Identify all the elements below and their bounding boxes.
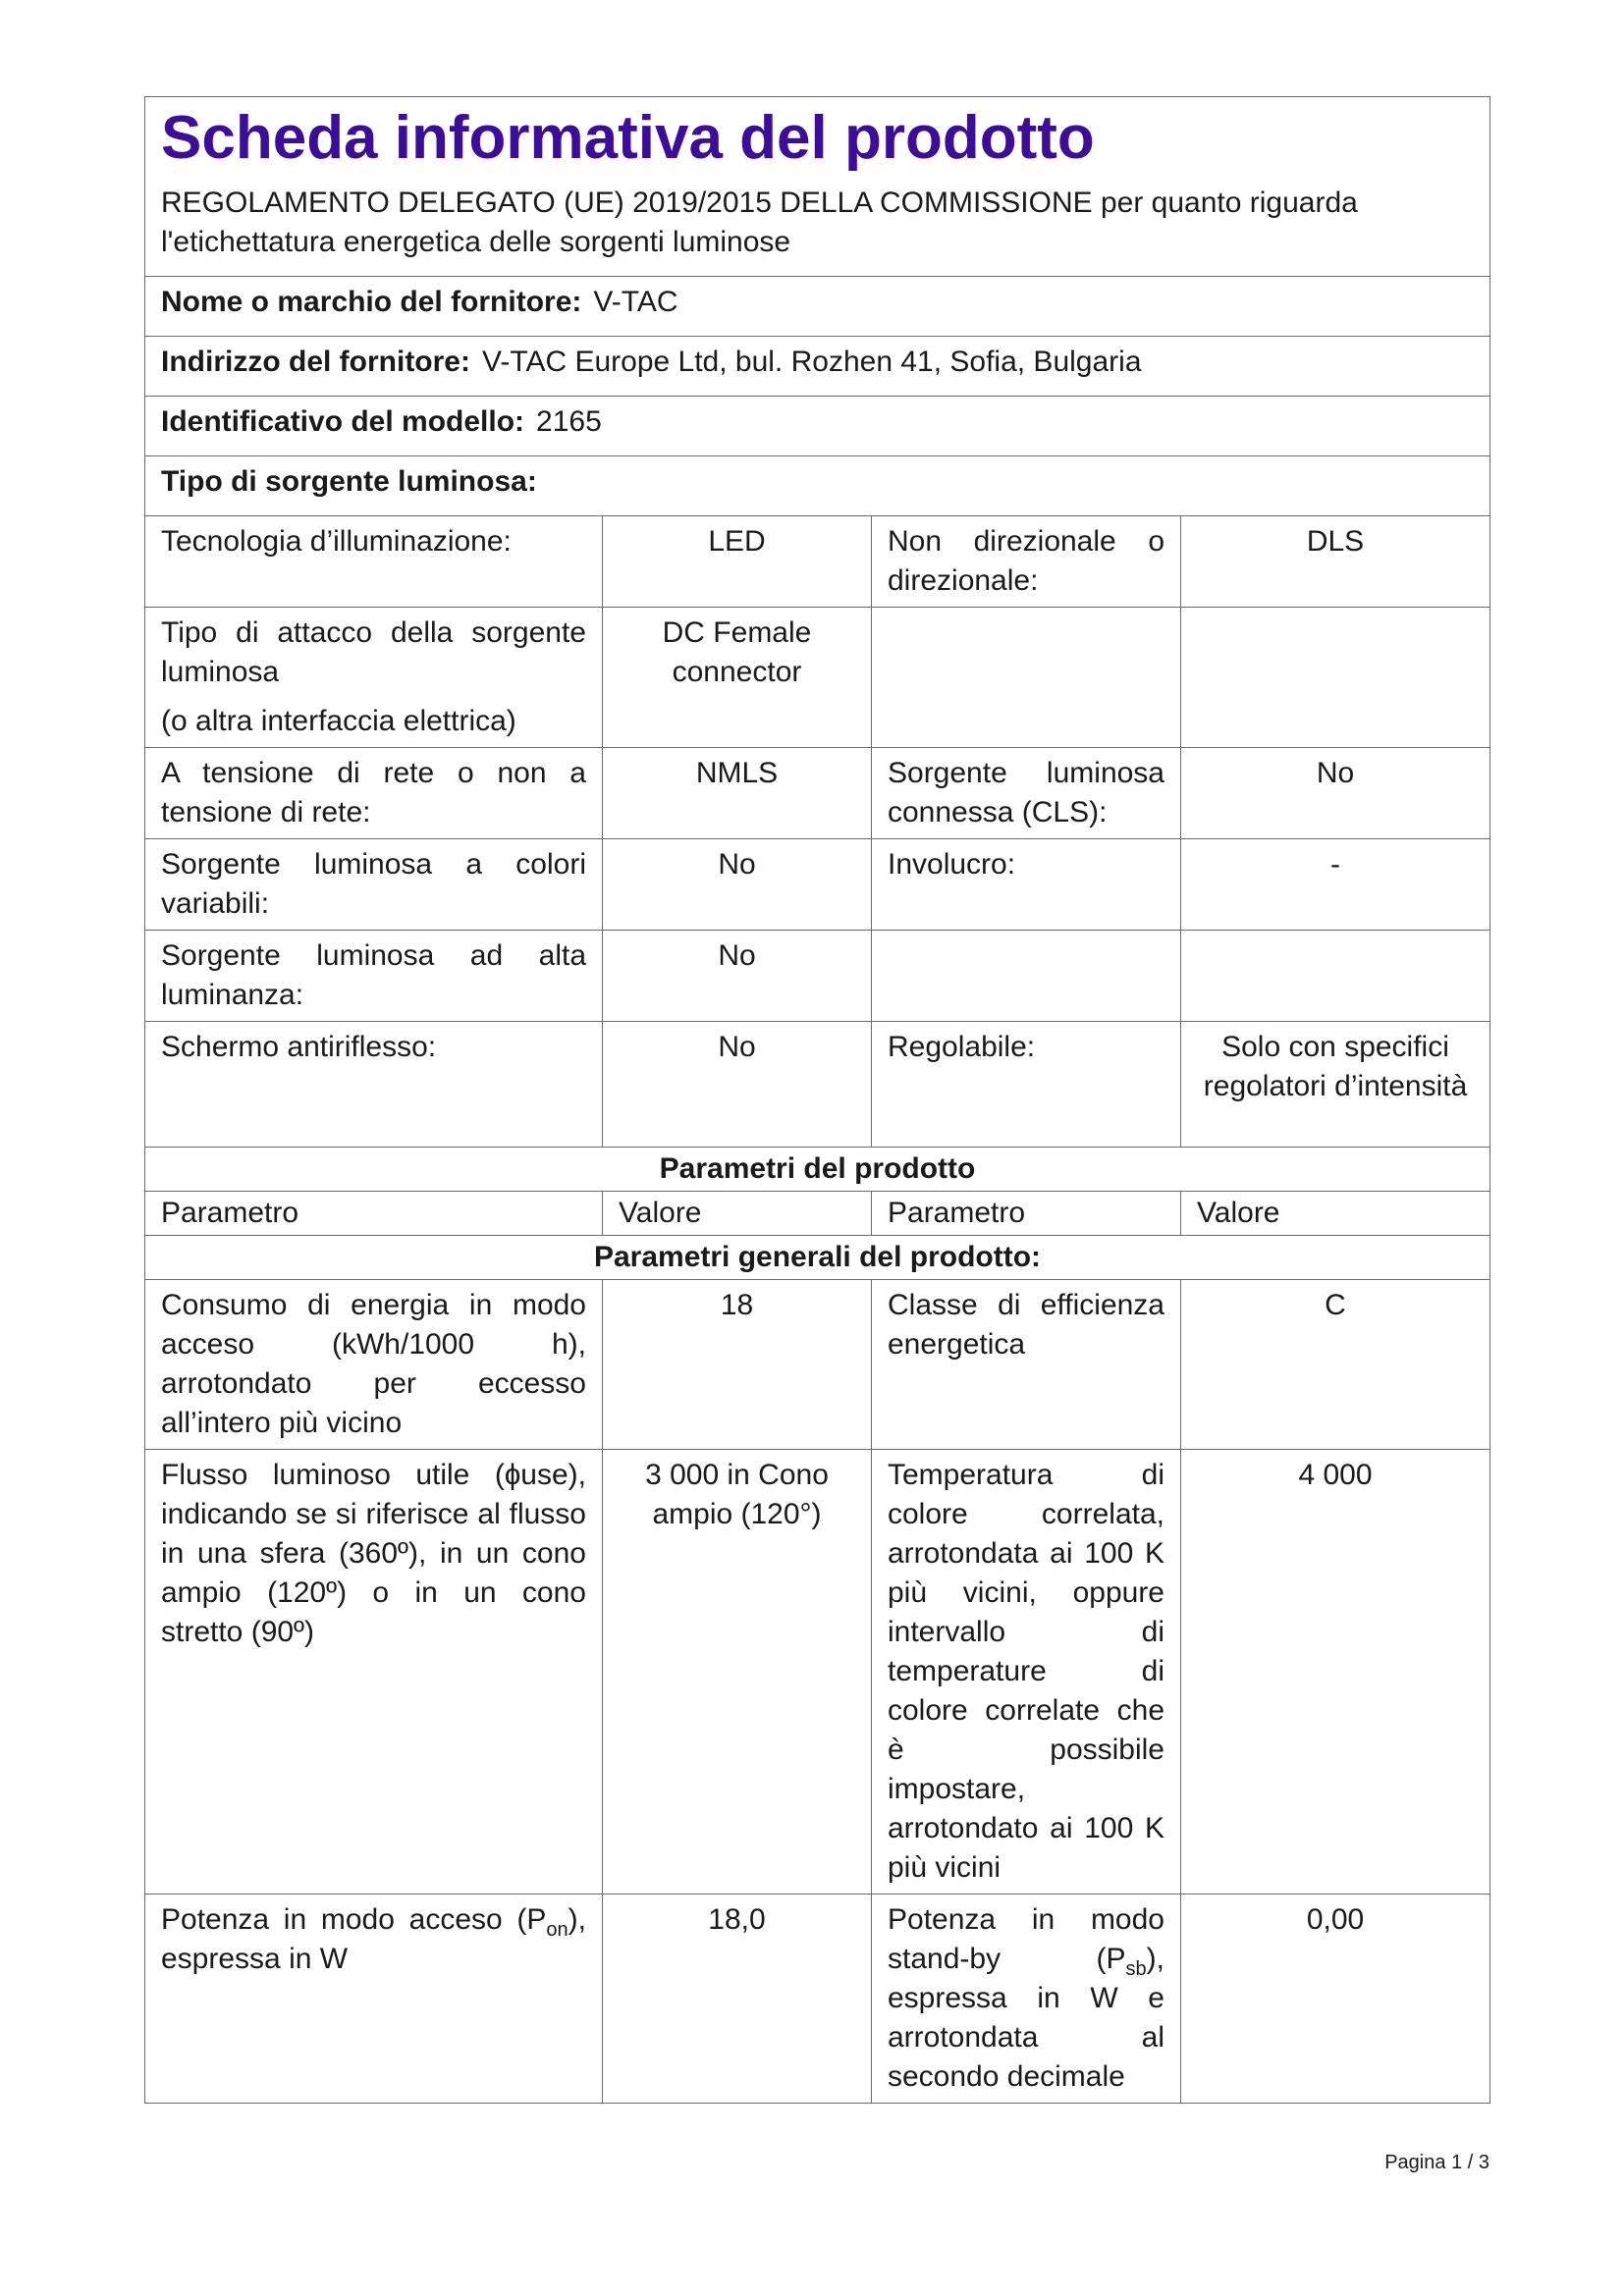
parameters-heading: Parametri del prodotto xyxy=(145,1148,1490,1192)
model-id-label: Identificativo del modello: xyxy=(161,405,525,438)
param-value: DC Female connector xyxy=(603,608,872,748)
param-value: 18 xyxy=(603,1280,872,1450)
column-header-param: Parametro xyxy=(145,1192,603,1236)
param-label: Regolabile: xyxy=(872,1022,1181,1148)
param-value: 18,0 xyxy=(603,1895,872,2104)
param-value: Solo con specifici regolatori d’intensità xyxy=(1181,1022,1490,1148)
param-label xyxy=(872,931,1181,1022)
page-separator: / xyxy=(1467,2152,1474,2173)
param-value: LED xyxy=(603,516,872,608)
param-label: Flusso luminoso utile (ɸuse), indicando se si riferisce al flusso in una sfera (360º), in un cono ampio (120º) o in un cono stretto (90º) xyxy=(145,1450,603,1895)
column-header-value: Valore xyxy=(603,1192,872,1236)
supplier-name-value: V-TAC xyxy=(593,286,678,318)
supplier-address-cell xyxy=(145,337,1490,397)
param-value: No xyxy=(603,839,872,931)
general-parameters-heading-row xyxy=(145,1236,1490,1280)
model-id-cell xyxy=(145,397,1490,456)
param-value: C xyxy=(1181,1280,1490,1450)
table-row xyxy=(145,1022,1490,1148)
page-total: 3 xyxy=(1478,2152,1489,2173)
param-value: No xyxy=(603,1022,872,1148)
param-value xyxy=(1181,931,1490,1022)
param-value: DLS xyxy=(1181,516,1490,608)
param-label: Involucro: xyxy=(872,839,1181,931)
param-label-cell xyxy=(145,608,603,748)
param-value: 4 000 xyxy=(1181,1450,1490,1895)
title-row xyxy=(145,97,1490,277)
page-current: 1 xyxy=(1451,2152,1463,2173)
param-value: No xyxy=(603,931,872,1022)
param-value: 3 000 in Cono ampio (120°) xyxy=(603,1450,872,1895)
table-row xyxy=(145,1450,1490,1895)
param-label: Non direzionale o direzionale: xyxy=(872,516,1181,608)
supplier-name-cell xyxy=(145,277,1490,337)
column-header-value: Valore xyxy=(1181,1192,1490,1236)
param-value: 0,00 xyxy=(1181,1895,1490,2104)
model-id-row xyxy=(145,397,1490,456)
supplier-address-row xyxy=(145,337,1490,397)
param-label: Sorgente luminosa ad alta luminanza: xyxy=(145,931,603,1022)
table-row xyxy=(145,839,1490,931)
param-value: NMLS xyxy=(603,748,872,839)
light-source-heading: Tipo di sorgente luminosa: xyxy=(145,456,1490,516)
table-row xyxy=(145,608,1490,748)
param-label: Classe di efficienza energetica xyxy=(872,1280,1181,1450)
param-label: Schermo antiriflesso: xyxy=(145,1022,603,1148)
page-number xyxy=(1384,2152,1489,2174)
supplier-name-row xyxy=(145,277,1490,337)
param-label: Tipo di attacco della sorgente luminosa xyxy=(161,616,586,688)
param-label: Consumo di energia in modo acceso (kWh/1000 h), arrotondato per eccesso all’intero più vicino xyxy=(145,1280,603,1450)
supplier-name-label: Nome o marchio del fornitore: xyxy=(161,286,582,318)
param-label-cell xyxy=(145,1895,603,2104)
title-cell xyxy=(145,97,1490,277)
product-info-sheet xyxy=(144,96,1490,2104)
table-row xyxy=(145,1895,1490,2104)
param-label-cell xyxy=(872,1895,1181,2104)
general-parameters-heading: Parametri generali del prodotto: xyxy=(145,1236,1490,1280)
model-id-value: 2165 xyxy=(536,405,602,438)
param-label: Sorgente luminosa connessa (CLS): xyxy=(872,748,1181,839)
table-row xyxy=(145,1280,1490,1450)
page-title: Scheda informativa del prodotto xyxy=(161,104,1095,172)
power-on-label-sub: on xyxy=(546,1919,568,1941)
param-value xyxy=(1181,608,1490,748)
column-header-row xyxy=(145,1192,1490,1236)
param-label xyxy=(872,608,1181,748)
param-label: Temperatura di colore correlata, arrotondata ai 100 K più vicini, oppure intervallo di temperature di colore correlate che è possibile impostare, arrotondato ai 100 K più vicini xyxy=(872,1450,1181,1895)
power-on-label-post: ), espressa in W xyxy=(161,1903,586,1975)
column-header-param: Parametro xyxy=(872,1192,1181,1236)
table-row xyxy=(145,516,1490,608)
param-label: Sorgente luminosa a colori variabili: xyxy=(145,839,603,931)
parameters-heading-row xyxy=(145,1148,1490,1192)
page-word: Pagina xyxy=(1384,2152,1446,2173)
power-on-label-pre: Potenza in modo acceso (P xyxy=(161,1903,547,1936)
param-value: - xyxy=(1181,839,1490,931)
supplier-address-value: V-TAC Europe Ltd, bul. Rozhen 41, Sofia, Bulgaria xyxy=(482,346,1142,378)
standby-label-post: ), espressa in W e arrotondata al secondo decimale xyxy=(888,1943,1164,2093)
standby-label-pre: Potenza in modo stand-by (P xyxy=(888,1903,1164,1975)
param-label: Tecnologia d’illuminazione: xyxy=(145,516,603,608)
light-source-heading-row xyxy=(145,456,1490,516)
regulation-subtitle: REGOLAMENTO DELEGATO (UE) 2019/2015 DELLA COMMISSIONE per quanto riguarda l'etichettatura energetica delle sorgenti luminose xyxy=(161,187,1358,258)
param-label-note: (o altra interfaccia elettrica) xyxy=(161,705,516,737)
table-row xyxy=(145,931,1490,1022)
supplier-address-label: Indirizzo del fornitore: xyxy=(161,346,470,378)
standby-label-sub: sb xyxy=(1125,1958,1147,1980)
param-value: No xyxy=(1181,748,1490,839)
param-label: A tensione di rete o non a tensione di rete: xyxy=(145,748,603,839)
table-row xyxy=(145,748,1490,839)
